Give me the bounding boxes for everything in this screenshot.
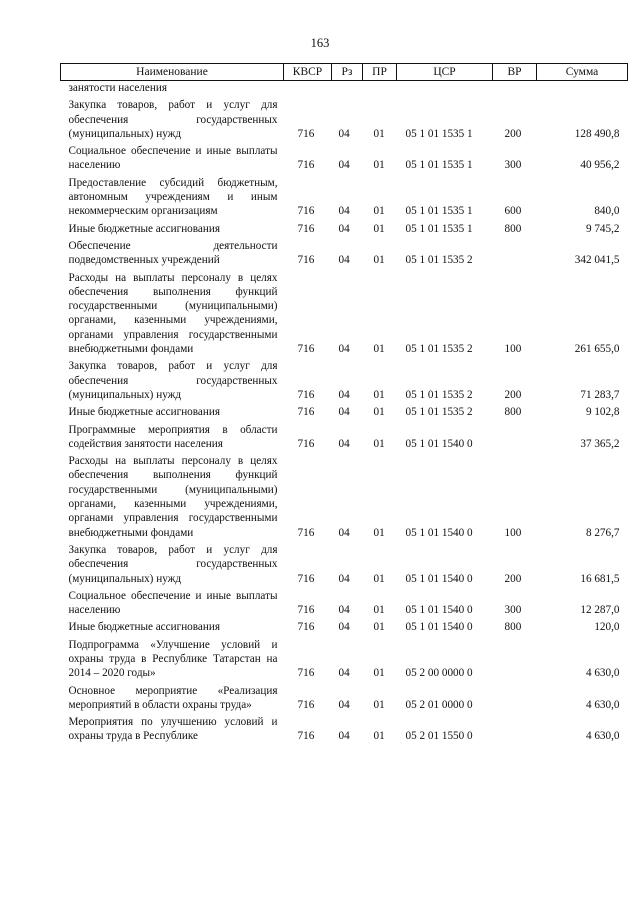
row-sum: 9 745,2 — [585, 222, 620, 235]
row-sum: 9 102,8 — [585, 406, 620, 419]
row-vr — [493, 420, 537, 452]
row-rz: 04 — [338, 572, 350, 585]
table-header-row — [61, 64, 628, 81]
row-vr: 200 — [504, 388, 522, 401]
row-pr: 01 — [373, 621, 385, 634]
row-vr: 600 — [504, 205, 522, 218]
row-vr: 800 — [504, 406, 522, 419]
row-pr: 01 — [373, 572, 385, 585]
row-vr: 300 — [504, 604, 522, 617]
row-rz: 04 — [338, 254, 350, 267]
row-vr — [493, 236, 537, 268]
table-row — [61, 356, 628, 402]
continuation-row — [61, 81, 628, 96]
row-csr: 05 1 01 1535 1 — [405, 159, 473, 172]
row-kvsr: 716 — [297, 437, 315, 450]
row-kvsr: 716 — [297, 222, 315, 235]
row-vr — [493, 712, 537, 744]
row-csr: 05 1 01 1540 0 — [405, 604, 473, 617]
row-csr: 05 1 01 1535 2 — [405, 388, 473, 401]
row-vr: 100 — [504, 343, 522, 356]
row-kvsr: 716 — [297, 572, 315, 585]
row-rz: 04 — [338, 343, 350, 356]
row-kvsr: 716 — [297, 205, 315, 218]
row-csr: 05 1 01 1540 0 — [405, 621, 473, 634]
row-csr: 05 2 01 1550 0 — [405, 730, 473, 743]
row-sum: 4 630,0 — [585, 730, 620, 743]
row-sum: 4 630,0 — [585, 667, 620, 680]
row-name: Основное мероприятие «Реализация мероприятий в области охраны труда» — [68, 684, 278, 711]
continuation-text: занятости населения — [68, 82, 167, 94]
row-rz: 04 — [338, 127, 350, 140]
budget-table — [60, 63, 628, 744]
row-rz: 04 — [338, 604, 350, 617]
row-kvsr: 716 — [297, 667, 315, 680]
row-pr: 01 — [373, 254, 385, 267]
row-kvsr: 716 — [297, 621, 315, 634]
row-csr: 05 1 01 1535 1 — [405, 222, 473, 235]
table-row — [61, 141, 628, 173]
row-name: Подпрограмма «Улучшение условий и охраны труда в Республике Татарстан на 2014 – 2020 годы» — [68, 638, 278, 680]
row-sum: 840,0 — [594, 205, 620, 218]
row-pr: 01 — [373, 526, 385, 539]
row-csr: 05 1 01 1540 0 — [405, 437, 473, 450]
row-pr: 01 — [373, 388, 385, 401]
row-name: Социальное обеспечение и иные выплаты населению — [68, 589, 278, 617]
row-pr: 01 — [373, 222, 385, 235]
table-row — [61, 173, 628, 219]
row-name: Иные бюджетные ассигнования — [68, 222, 220, 235]
row-sum: 261 655,0 — [574, 343, 620, 356]
row-name: Предоставление субсидий бюджетным, автономным учреждениям и иным некоммерческим организациям — [68, 176, 278, 218]
table-row — [61, 95, 628, 141]
row-kvsr: 716 — [297, 406, 315, 419]
row-vr: 800 — [504, 621, 522, 634]
row-kvsr: 716 — [297, 127, 315, 140]
row-sum: 4 630,0 — [585, 698, 620, 711]
header-csr: ЦСР — [397, 64, 493, 81]
row-pr: 01 — [373, 698, 385, 711]
page-number: 163 — [310, 36, 330, 50]
row-kvsr: 716 — [297, 159, 315, 172]
row-csr: 05 1 01 1535 2 — [405, 254, 473, 267]
header-pr: ПР — [363, 64, 397, 81]
row-rz: 04 — [338, 222, 350, 235]
row-pr: 01 — [373, 127, 385, 140]
row-pr: 01 — [373, 205, 385, 218]
row-sum: 12 287,0 — [580, 604, 620, 617]
row-rz: 04 — [338, 437, 350, 450]
row-pr: 01 — [373, 604, 385, 617]
table-row — [61, 219, 628, 236]
row-kvsr: 716 — [297, 254, 315, 267]
row-sum: 16 681,5 — [580, 572, 620, 585]
row-rz: 04 — [338, 730, 350, 743]
row-sum: 342 041,5 — [574, 254, 620, 267]
table-row — [61, 236, 628, 268]
row-csr: 05 1 01 1535 2 — [405, 343, 473, 356]
row-pr: 01 — [373, 159, 385, 172]
row-vr: 200 — [504, 127, 522, 140]
row-csr: 05 2 00 0000 0 — [405, 667, 473, 680]
row-kvsr: 716 — [297, 698, 315, 711]
table-row — [61, 635, 628, 681]
row-name: Закупка товаров, работ и услуг для обеспечения государственных (муниципальных) нужд — [68, 99, 278, 140]
row-vr: 300 — [504, 159, 522, 172]
row-vr — [493, 681, 537, 713]
header-rz: Рз — [332, 64, 363, 81]
row-csr: 05 1 01 1535 1 — [405, 205, 473, 218]
row-sum: 128 490,8 — [574, 127, 620, 140]
row-name: Мероприятия по улучшению условий и охраны труда в Республике — [68, 716, 278, 743]
row-sum: 8 276,7 — [585, 526, 620, 539]
row-vr: 100 — [504, 526, 522, 539]
row-kvsr: 716 — [297, 604, 315, 617]
row-sum: 71 283,7 — [580, 388, 620, 401]
row-csr: 05 1 01 1535 1 — [405, 127, 473, 140]
table-row — [61, 451, 628, 540]
row-vr — [493, 635, 537, 681]
row-rz: 04 — [338, 621, 350, 634]
header-vr: ВР — [493, 64, 537, 81]
table-row — [61, 540, 628, 586]
header-name: Наименование — [61, 64, 284, 81]
row-kvsr: 716 — [297, 730, 315, 743]
row-pr: 01 — [373, 667, 385, 680]
row-name: Обеспечение деятельности подведомственных учреждений — [68, 239, 278, 267]
table-row — [61, 681, 628, 713]
table-row — [61, 402, 628, 419]
row-pr: 01 — [373, 437, 385, 450]
row-name: Социальное обеспечение и иные выплаты населению — [68, 145, 278, 172]
row-vr: 800 — [504, 222, 522, 235]
table-row — [61, 617, 628, 634]
row-pr: 01 — [373, 343, 385, 356]
row-name: Расходы на выплаты персоналу в целях обеспечения выполнения функций государственными (муниципальными) органами, казенными учреждениями, органами управления государственными внебюджетными фондами — [68, 271, 278, 356]
table-row — [61, 712, 628, 744]
row-name: Закупка товаров, работ и услуг для обеспечения государственных (муниципальных) нужд — [68, 543, 278, 585]
table-row — [61, 420, 628, 452]
table-row — [61, 268, 628, 357]
row-kvsr: 716 — [297, 343, 315, 356]
row-name: Закупка товаров, работ и услуг для обеспечения государственных (муниципальных) нужд — [68, 360, 278, 401]
row-name: Программные мероприятия в области содействия занятости населения — [68, 423, 278, 450]
row-rz: 04 — [338, 205, 350, 218]
row-rz: 04 — [338, 159, 350, 172]
row-name: Иные бюджетные ассигнования — [68, 406, 220, 419]
row-rz: 04 — [338, 667, 350, 680]
row-rz: 04 — [338, 388, 350, 401]
row-csr: 05 1 01 1540 0 — [405, 572, 473, 585]
header-kvsr: КВСР — [284, 64, 332, 81]
row-csr: 05 1 01 1535 2 — [405, 406, 473, 419]
row-rz: 04 — [338, 698, 350, 711]
row-pr: 01 — [373, 406, 385, 419]
row-vr: 200 — [504, 572, 522, 585]
row-pr: 01 — [373, 730, 385, 743]
row-kvsr: 716 — [297, 526, 315, 539]
row-rz: 04 — [338, 526, 350, 539]
table-row — [61, 586, 628, 618]
row-csr: 05 1 01 1540 0 — [405, 526, 473, 539]
row-name: Расходы на выплаты персоналу в целях обеспечения выполнения функций государственными (муниципальными) органами, казенными учреждениями, органами управления государственными внебюджетными фондами — [68, 455, 278, 539]
row-sum: 37 365,2 — [580, 437, 620, 450]
row-rz: 04 — [338, 406, 350, 419]
row-sum: 120,0 — [594, 621, 620, 634]
row-csr: 05 2 01 0000 0 — [405, 698, 473, 711]
row-name: Иные бюджетные ассигнования — [68, 621, 220, 634]
header-sum: Сумма — [537, 64, 628, 81]
row-sum: 40 956,2 — [580, 159, 620, 172]
row-kvsr: 716 — [297, 388, 315, 401]
